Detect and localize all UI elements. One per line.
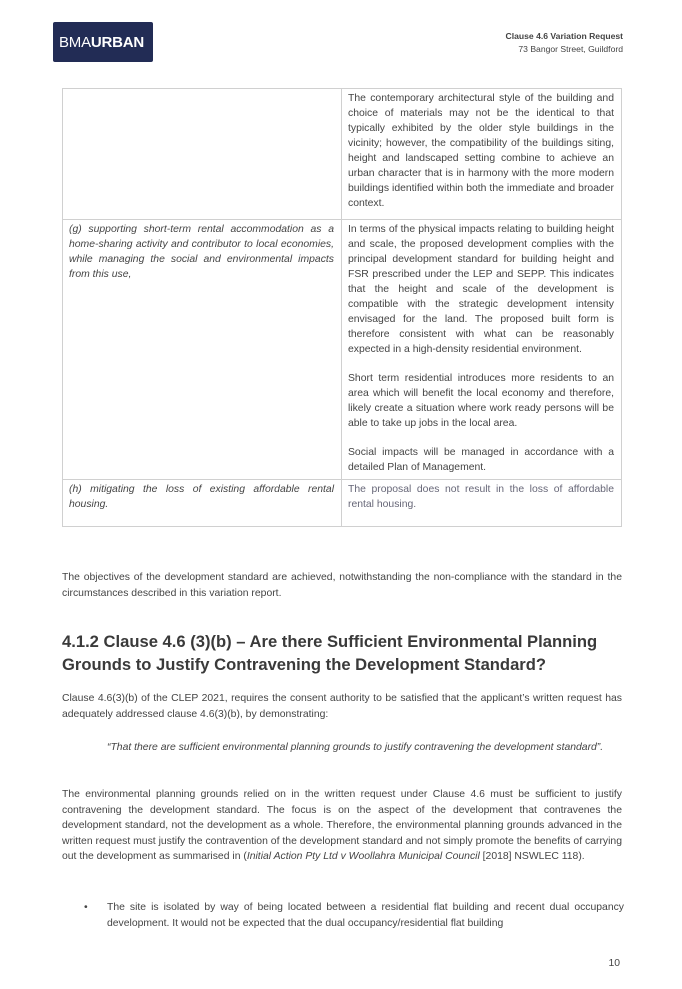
page-number: 10 [608,958,620,969]
table-cell-response-g [342,220,622,480]
table-cell-objective-g: (g) supporting short-term rental accommodation as a home-sharing activity and contributor to local economies, while managing the social and environmental impacts from this use, [63,220,342,480]
objectives-table [62,88,622,527]
page-header-info [506,30,624,56]
logo-text-urban: URBAN [90,33,145,51]
bullet-icon: • [84,902,88,913]
logo-text-bma: BMA [59,33,91,51]
table-cell-objective [63,89,342,220]
response-paragraph: Social impacts will be managed in accordance with a detailed Plan of Management. [348,447,614,473]
list-item [84,900,624,931]
table-row [63,89,622,220]
site-address: 73 Bangor Street, Guildford [518,44,623,54]
section-heading: 4.1.2 Clause 4.6 (3)(b) – Are there Sufficient Environmental Planning Grounds to Justify Contravening the Development Standard? [62,632,598,674]
table-row [63,480,622,527]
company-logo [53,22,153,62]
table-cell-response-h: The proposal does not result in the loss of affordable rental housing. [342,480,622,527]
grounds-text-a: The environmental planning grounds relied on in the written request under Clause 4.6 must be sufficient to justify contravening the development standard. The focus is on the aspect of the development that contravenes the development standard, not the development as a whole. Therefore, the environmental planning grounds advanced in the written request must justify the contravention of the development standard and not simply promote the benefits of carrying out the development as summarised in ( [62,789,622,862]
intro-paragraph: Clause 4.6(3)(b) of the CLEP 2021, requires the consent authority to be satisfied that the applicant’s written request has adequately addressed clause 4.6(3)(b), by demonstrating: [62,693,622,720]
document-title: Clause 4.6 Variation Request [505,31,623,41]
objectives-conclusion: The objectives of the development standard are achieved, notwithstanding the non-compliance with the standard in the circumstances described in this variation report. [62,572,622,599]
table-cell-objective-h: (h) mitigating the loss of existing affordable rental housing. [63,480,342,527]
table-row [63,220,622,480]
quote-text: “That there are sufficient environmental planning grounds to justify contravening the development standard”. [107,742,604,753]
case-citation: Initial Action Pty Ltd v Woollahra Municipal Council [246,851,480,862]
response-paragraph: Short term residential introduces more residents to an area which will benefit the local economy and therefore, likely create a situation where work ready persons will be able to take up jobs in the local area. [348,373,614,429]
response-paragraph: In terms of the physical impacts relating to building height and scale, the proposed development complies with the principal development standard for building height and FSR prescribed under the LEP and SEPP. This indicates that the height and scale of the development is compatible with the strategic development intensity envisaged for the land. The proposed built form is therefore consistent with what can be reasonably expected in a high-density residential environment. [348,224,614,355]
grounds-text-b: [2018] NSWLEC 118). [479,851,585,862]
table-cell-response: The contemporary architectural style of the building and choice of materials may not be the identical to that typically exhibited by the older style buildings in the vicinity; however, the compatibility of the buildings siting, height and landscaped setting combine to achieve an urban character that is in harmony with the more modern buildings identified within both the immediate and broader context. [342,89,622,220]
grounds-paragraph [62,787,622,865]
bullet-text: The site is isolated by way of being located between a residential flat building and recent dual occupancy development. It would not be expected that the dual occupancy/residential flat building [107,902,624,929]
